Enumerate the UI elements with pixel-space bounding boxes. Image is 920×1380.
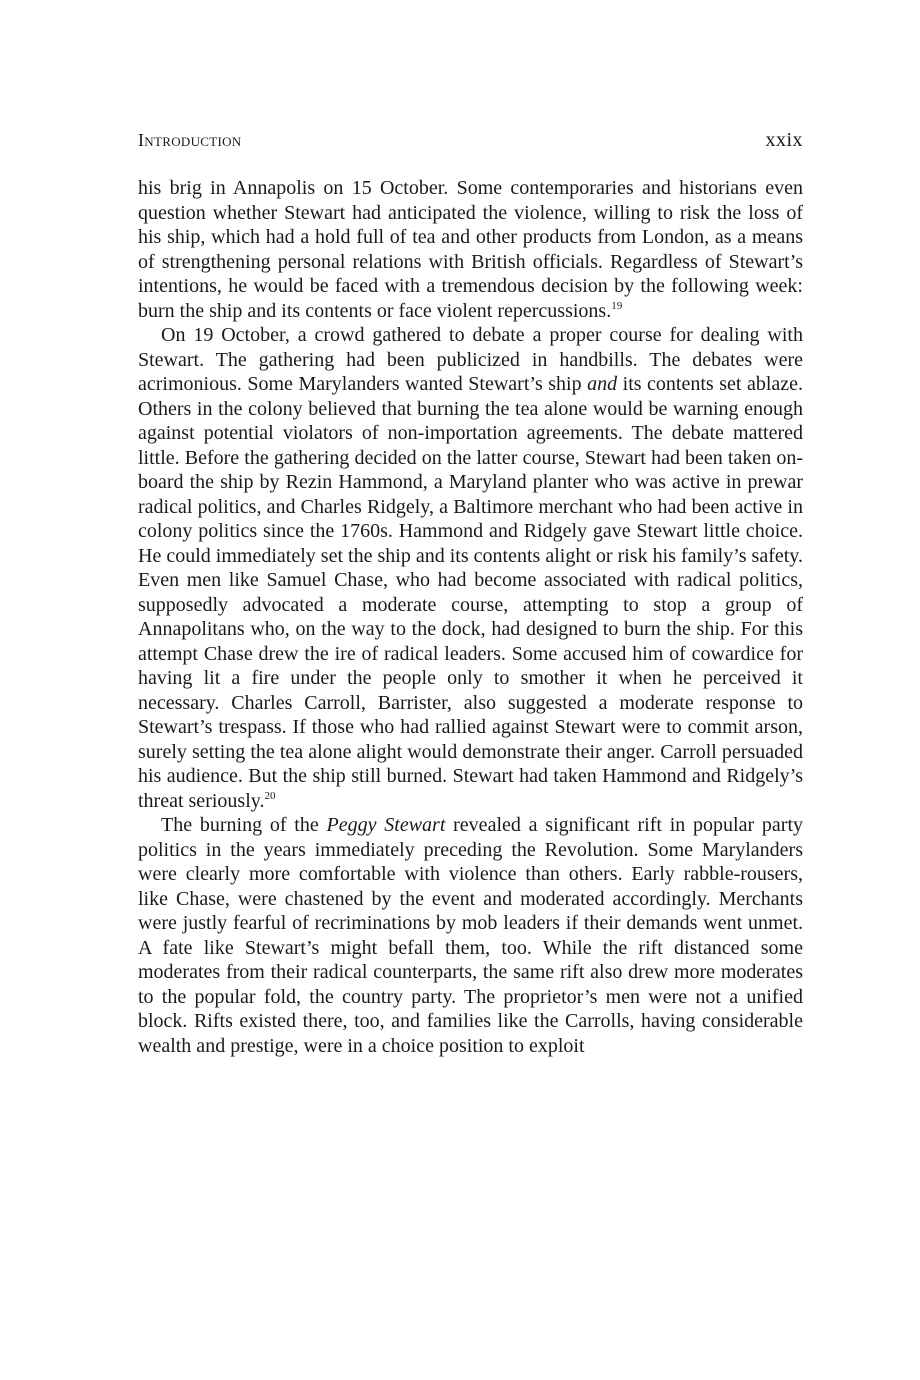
paragraph-text: On 19 October, a crowd gathered to debate a proper course for dealing with Stewart. The gathering had been publicized in handbills. The debates were acrimonious. Some Marylanders wanted Stewart’s ship [138, 324, 803, 395]
footnote-ref-20[interactable]: 20 [264, 789, 276, 802]
footnote-ref-19[interactable]: 19 [611, 299, 623, 312]
running-head [138, 128, 803, 152]
italic-emphasis: and [587, 373, 618, 395]
paragraph-text: The burning of the [161, 814, 327, 836]
paragraph-2 [138, 323, 803, 813]
book-page [138, 128, 803, 1058]
ship-name-italic: Peggy Stewart [326, 814, 446, 836]
paragraph-3 [138, 813, 803, 1058]
paragraph-text: revealed a significant rift in popular party politics in the years immediately preceding the Revolution. Some Marylanders were clearly more comfortable with violence than others. Early rabble-rousers, like Chase, were chastened by the event and moderated accordingly. Merchants were justly fearful of recriminations by mob leaders if their demands went unmet. A fate like Stewart’s might befall them, too. While the rift distanced some moderates from their radical counterparts, the same rift also drew more moderates to the popular fold, the country party. The proprietor’s men were not a unified block. Rifts existed there, too, and families like the Carrolls, having considerable wealth and prestige, were in a choice position to exploit [138, 814, 804, 1057]
paragraph-text: its contents set ablaze. Others in the colony believed that burning the tea alone would be warning enough against potential violators of non-importation agreements. The debate mattered little. Before the gathering decided on the latter course, Stewart had been taken onboard the ship by Rezin Hammond, a Maryland planter who was active in prewar radical politics, and Charles Ridgely, a Baltimore merchant who had been active in colony politics since the 1760s. Hammond and Ridgely gave Stewart little choice. He could immediately set the ship and its contents alight or risk his family’s safety. Even men like Samuel Chase, who had become associated with radical politics, supposedly advocated a moderate course, attempting to stop a group of Annapolitans who, on the way to the dock, had designed to burn the ship. For this attempt Chase drew the ire of radical leaders. Some accused him of cowardice for having lit a fire under the people only to smother it when he perceived it necessary. Charles Carroll, Barrister, also suggested a moderate response to Stewart’s trespass. If those who had rallied against Stewart were to commit arson, surely setting the tea alone alight would demonstrate their anger. Carroll persuaded his audience. But the ship still burned. Stewart had taken Hammond and Ridgely’s threat seriously. [138, 373, 804, 812]
paragraph-1 [138, 176, 803, 323]
page-number: xxix [765, 129, 803, 151]
body-text [138, 176, 803, 1058]
paragraph-text: his brig in Annapolis on 15 October. Some contemporaries and historians even question whether Stewart had anticipated the violence, willing to risk the loss of his ship, which had a hold full of tea and other products from London, as a means of strengthening personal relations with British officials. Regardless of Stewart’s intentions, he would be faced with a tremendous decision by the following week: burn the ship and its contents or face violent repercussions. [138, 177, 803, 322]
running-head-title: Introduction [138, 130, 242, 150]
